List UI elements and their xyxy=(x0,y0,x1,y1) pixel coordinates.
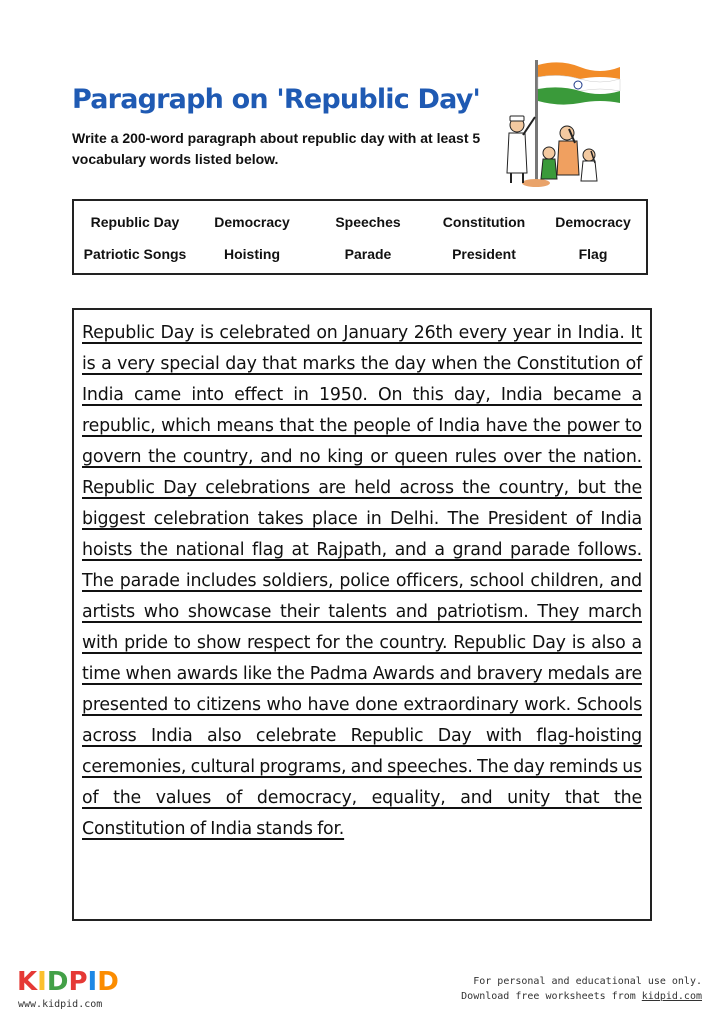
vocab-word: Parade xyxy=(344,246,392,262)
page-title: Paragraph on 'Republic Day' xyxy=(72,84,481,115)
vocab-word: Patriotic Songs xyxy=(83,246,187,262)
vocabulary-box xyxy=(72,199,648,275)
vocab-word: Democracy xyxy=(214,214,290,230)
vocab-word: Republic Day xyxy=(90,214,180,230)
kidpid-logo: KIDPID xyxy=(17,967,119,997)
instructions: Write a 200-word paragraph about republic day with at least 5 vocabulary words listed below. xyxy=(72,130,481,167)
paragraph-text: Republic Day is celebrated on January 26th every year in India. It is a very special day that marks the day when the Constitution of India came into effect in 1950. On this day, India became a republic, which means that the people of India have the power to govern the country, and no king or queen rules over the nation. Republic Day celebrations are held across the country, but the biggest celebration takes place in Delhi. The President of India hoists the national flag at Rajpath, and a grand parade follows. The parade includes soldiers, police officers, school children, and artists who showcase their talents and patriotism. They march with pride to show respect for the country. Republic Day is also a time when awards like the Padma Awards and bravery medals are presented to citizens who have done extraordinary work. Schools across India also celebrate Republic Day with flag-hoisting ceremonies, cultural programs, and speeches. The day reminds us of the values of democracy, equality, and unity that the Constitution of India stands for. xyxy=(82,323,642,839)
footer-line-1: For personal and educational use only. xyxy=(473,976,702,987)
paragraph-box xyxy=(72,308,652,921)
vocab-word: President xyxy=(452,246,516,262)
footer-note xyxy=(461,974,702,1004)
vocab-word: Hoisting xyxy=(224,246,280,262)
vocabulary-row xyxy=(74,246,646,262)
vocab-word: Flag xyxy=(578,246,608,262)
footer-line-2: Download free worksheets from kidpid.com xyxy=(461,991,702,1002)
vocabulary-row xyxy=(74,214,646,230)
logo-url: www.kidpid.com xyxy=(18,999,103,1010)
flag-hoisting-illustration-icon xyxy=(485,55,625,195)
vocab-word: Speeches xyxy=(335,214,401,230)
footer-link[interactable]: kidpid.com xyxy=(641,991,702,1002)
vocab-word: Constitution xyxy=(442,214,526,230)
vocab-word: Democracy xyxy=(555,214,631,230)
